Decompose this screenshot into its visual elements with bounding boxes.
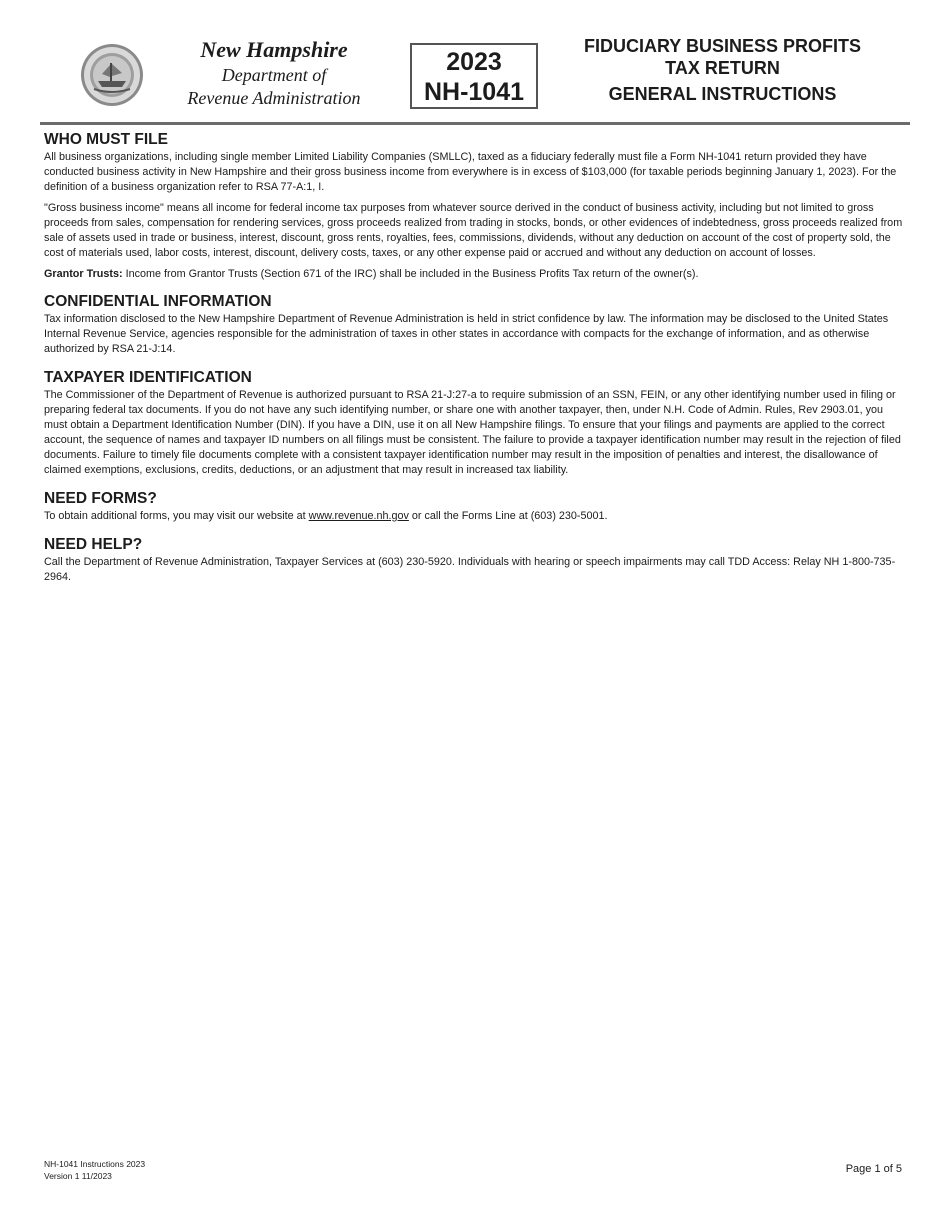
form-id-box xyxy=(410,43,538,109)
paragraph: "Gross business income" means all income for federal income tax purposes from whatever source derived in the conduct of business activity, including but not limited to gross proceeds from sales, compensation for rendering services, gross proceeds realized from trading in stocks, bonds, or other evidences of indebtedness, gross proceeds realized from sale of assets used in trade or business, interest, discount, gross rents, royalties, fees, commissions, dividends, without any deduction on account of the cost of property sold, the cost of materials used, labor costs, interest, discount, delivery costs, taxes, or any other expense paid or accrued and without any deduction on account of losses. xyxy=(44,202,903,259)
footer-doc-name: NH-1041 Instructions 2023 xyxy=(44,1159,146,1169)
instructions-body xyxy=(44,130,906,591)
paragraph: Call the Department of Revenue Administration, Taxpayer Services at (603) 230-5920. Individuals with hearing or speech impairments may call TDD Access: Relay NH 1-800-735-2964. xyxy=(44,556,896,583)
grantor-trusts-label: Grantor Trusts: xyxy=(44,268,123,280)
page-number: Page 1 of 5 xyxy=(845,1163,902,1175)
footer-doc-info xyxy=(44,1158,145,1182)
header-divider xyxy=(40,122,910,125)
section-who-must-file xyxy=(44,130,906,282)
grantor-trusts-text: Income from Grantor Trusts (Section 671 of the IRC) shall be included in the Business Profits Tax return of the owner(s). xyxy=(122,268,699,280)
title-line1: FIDUCIARY BUSINESS PROFITS xyxy=(583,36,862,56)
footer-version: Version 1 11/2023 xyxy=(44,1171,112,1181)
section-heading: TAXPAYER IDENTIFICATION xyxy=(44,369,252,386)
title-line3: GENERAL INSTRUCTIONS xyxy=(608,84,837,104)
page-header xyxy=(0,0,950,124)
section-taxpayer-identification xyxy=(44,368,906,478)
title-line2: TAX RETURN xyxy=(665,58,780,78)
agency-name xyxy=(165,36,383,110)
need-forms-text-before: To obtain additional forms, you may visit our website at xyxy=(44,510,309,522)
state-seal-icon xyxy=(80,43,144,107)
paragraph: Tax information disclosed to the New Hampshire Department of Revenue Administration is held in strict confidence by law. The information may be disclosed to the United States Internal Revenue Service, agencies responsible for the administration of taxes in other states in accordance with compacts for the exchange of information, and as otherwise authorized by RSA 21-J:14. xyxy=(44,313,889,355)
section-heading: WHO MUST FILE xyxy=(44,131,168,148)
section-confidential-information xyxy=(44,292,906,357)
need-forms-text-after: or call the Forms Line at (603) 230-5001. xyxy=(408,510,608,522)
agency-state: New Hampshire xyxy=(200,37,348,62)
paragraph-grantor-trusts xyxy=(44,267,906,282)
section-need-help xyxy=(44,535,906,585)
document-title xyxy=(555,35,890,105)
paragraph: All business organizations, including single member Limited Liability Companies (SMLLC), taxed as a fiduciary federally must file a Form NH-1041 return provided they have conducted business activity in New Hampshire and their gross business income from everywhere is in excess of $103,000 (for taxable periods beginning January 1, 2023). For the definition of a business organization refer to RSA 77-A:1, I. xyxy=(44,151,897,193)
agency-dept-line2: Revenue Administration xyxy=(187,88,361,108)
paragraph xyxy=(44,509,906,524)
paragraph: The Commissioner of the Department of Revenue is authorized pursuant to RSA 21-J:27-a to require submission of an SSN, FEIN, or any other identifying number used in filing or preparing federal tax documents. If you do not have any such identifying number, or share one with another taxpayer, then, under N.H. Code of Admin. Rules, Rev 2903.01, you must obtain a Department Identification Number (DIN). If you have a DIN, use it on all New Hampshire filings. To ensure that your filings and payments are applied to the correct account, the sequence of names and taxpayer ID numbers on all filings must be consistent. The failure to provide a taxpayer identification number may result in the rejection of filed documents. Failure to timely file documents complete with a consistent taxpayer identification number may result in the imposition of penalties and interest, the disallowance of claimed exemptions, exclusions, credits, deductions, or an adjustment that may result in increased tax liability. xyxy=(44,389,901,476)
section-heading: NEED HELP? xyxy=(44,536,143,553)
agency-dept-line1: Department of xyxy=(221,65,327,85)
section-need-forms xyxy=(44,489,906,524)
website-link[interactable]: www.revenue.nh.gov xyxy=(308,510,409,522)
form-year: 2023 xyxy=(446,48,502,76)
section-heading: NEED FORMS? xyxy=(44,490,157,507)
form-number: NH-1041 xyxy=(423,78,525,106)
section-heading: CONFIDENTIAL INFORMATION xyxy=(44,293,272,310)
